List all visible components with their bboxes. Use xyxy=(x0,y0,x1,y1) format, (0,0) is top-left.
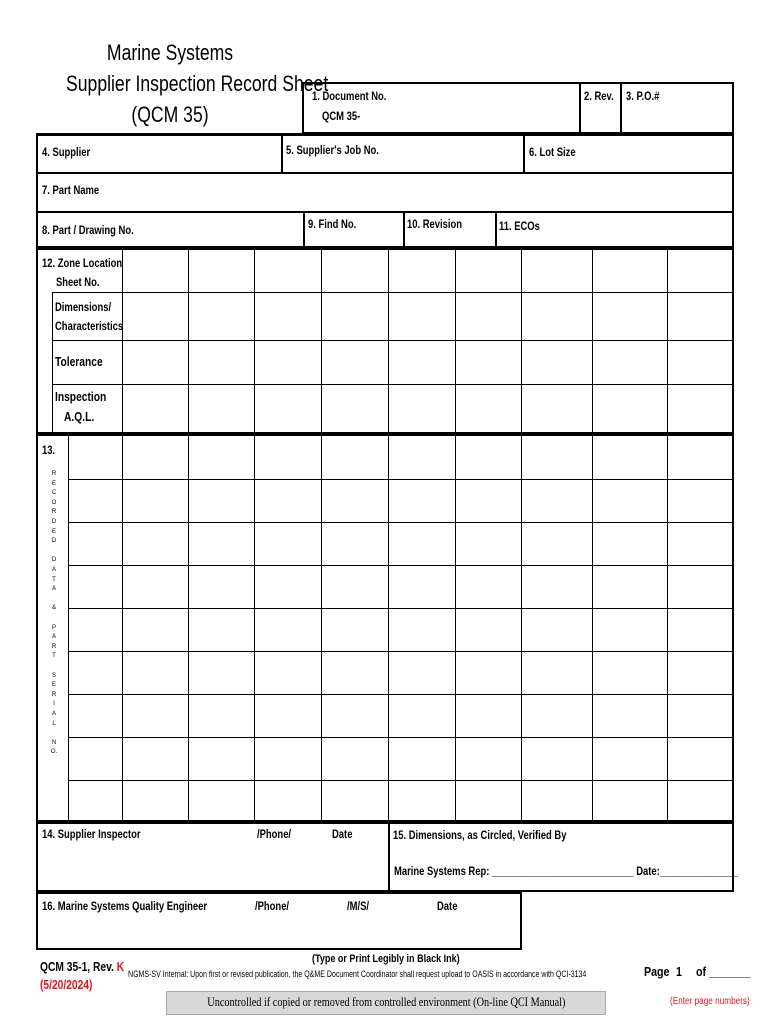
zone-column-line xyxy=(254,248,255,434)
date-label-2: Date xyxy=(437,901,458,913)
record-column-line xyxy=(455,434,456,822)
divider xyxy=(620,82,622,134)
verified-by-label: 15. Dimensions, as Circled, Verified By xyxy=(393,830,567,842)
vertical-letter: P xyxy=(51,624,56,631)
rep-line[interactable]: Marine Systems Rep: ___________________________ Date:_______________ xyxy=(394,866,739,878)
form-id-text: QCM 35-1, Rev. xyxy=(40,960,114,974)
date-label: Date xyxy=(332,829,353,841)
uncontrolled-text-inner: Uncontrolled if copied or removed from controlled environment (On-line QCI Manual) xyxy=(206,995,566,1009)
record-column-line xyxy=(122,434,123,822)
zone-column-line xyxy=(455,248,456,434)
vertical-letter: T xyxy=(52,653,56,660)
vertical-letter: D xyxy=(51,557,57,564)
divider xyxy=(36,211,734,213)
record-row-line xyxy=(68,565,734,566)
supplier-job-label: 5. Supplier's Job No. xyxy=(286,145,379,157)
page-label: Page xyxy=(644,964,670,979)
inspector-block xyxy=(36,822,734,892)
vertical-letter: R xyxy=(51,643,57,650)
zone-column-line xyxy=(388,248,389,434)
form-date: (5/20/2024) xyxy=(40,978,93,992)
recorded-label: 13. xyxy=(42,445,56,457)
title-line-2: Supplier Inspection Record Sheet xyxy=(66,71,329,96)
vertical-letter: A xyxy=(51,711,56,717)
zone-label-1: 12. Zone Location xyxy=(42,258,123,270)
supplier-inspector-label: 14. Supplier Inspector xyxy=(42,829,141,841)
divider xyxy=(303,211,305,248)
form-title xyxy=(40,40,329,130)
internal-note: NGMS-SV Internal: Upon first or revised publication, the Q&ME Document Coordinator shall request upload to OASIS in accordance with QCI-3134 xyxy=(128,969,587,980)
form-id xyxy=(40,960,124,974)
record-column-line xyxy=(68,434,69,822)
title-line-1: Marine Systems xyxy=(106,40,234,65)
vertical-letter: E xyxy=(51,480,56,487)
legibility-note: (Type or Print Legibly in Black Ink) xyxy=(312,953,460,965)
vertical-letter: D xyxy=(51,519,57,525)
divider xyxy=(523,134,525,172)
rev-label: 2. Rev. xyxy=(584,91,614,103)
of-label[interactable]: of _______ xyxy=(696,964,751,979)
vertical-letter: D xyxy=(51,538,57,545)
record-column-line xyxy=(667,434,668,822)
ms-label: /M/S/ xyxy=(347,901,370,913)
vertical-letter: A xyxy=(51,567,56,573)
supplier-block xyxy=(36,134,734,248)
doc-no-value[interactable]: QCM 35- xyxy=(322,111,361,123)
record-column-line xyxy=(521,434,522,822)
record-column-line xyxy=(592,434,593,822)
divider xyxy=(388,822,390,892)
zone-column-line xyxy=(667,248,668,434)
divider xyxy=(403,211,405,248)
divider xyxy=(281,134,283,172)
vertical-letter: R xyxy=(51,691,57,698)
vertical-letter: E xyxy=(51,682,56,689)
inspection-label-2: A.Q.L. xyxy=(64,410,95,424)
divider xyxy=(36,172,734,174)
enter-page-note: (Enter page numbers) xyxy=(670,996,750,1007)
zone-label-2: Sheet No. xyxy=(56,277,100,289)
vertical-letter: L xyxy=(52,720,56,727)
vertical-letter: I xyxy=(53,701,55,708)
vertical-letter: E xyxy=(51,528,56,535)
record-column-line xyxy=(188,434,189,822)
phone-label: /Phone/ xyxy=(257,829,292,841)
vertical-letter: A xyxy=(51,634,56,641)
double-rule xyxy=(36,247,734,250)
double-rule xyxy=(36,133,734,136)
zone-column-line xyxy=(521,248,522,434)
vertical-letter: O xyxy=(51,499,57,506)
find-no-label: 9. Find No. xyxy=(308,219,357,231)
record-row-line xyxy=(68,522,734,523)
vertical-letter: A xyxy=(51,586,56,593)
dimensions-label-2: Characteristics xyxy=(55,321,124,333)
zone-column-line xyxy=(188,248,189,434)
zone-column-line xyxy=(122,248,123,434)
record-row-line xyxy=(68,780,734,781)
record-row-line xyxy=(68,737,734,738)
vertical-letter: S xyxy=(51,672,56,679)
record-column-line xyxy=(254,434,255,822)
vertical-letter: R xyxy=(51,509,57,516)
dimensions-label-1: Dimensions/ xyxy=(55,302,112,314)
revision-label: 10. Revision xyxy=(407,219,463,231)
record-column-line xyxy=(321,434,322,822)
zone-label-column-line xyxy=(52,292,53,434)
double-rule xyxy=(36,433,734,436)
zone-row-line xyxy=(52,384,734,385)
zone-column-line xyxy=(321,248,322,434)
part-name-label: 7. Part Name xyxy=(42,185,100,197)
record-row-line xyxy=(68,651,734,652)
tolerance-label: Tolerance xyxy=(55,355,103,369)
doc-no-label: 1. Document No. xyxy=(312,91,387,103)
zone-row-line xyxy=(52,292,734,293)
rev-letter: K xyxy=(116,960,125,974)
record-row-line xyxy=(68,608,734,609)
recorded-data-block xyxy=(36,434,734,822)
vertical-letter: N xyxy=(51,739,57,746)
ecos-label: 11. ECOs xyxy=(499,221,540,233)
vertical-letter: T xyxy=(52,576,56,583)
inspection-label-1: Inspection xyxy=(55,390,107,404)
zone-block xyxy=(36,248,734,434)
vertical-letter: C xyxy=(51,490,57,497)
record-column-line xyxy=(388,434,389,822)
quality-engineer-label: 16. Marine Systems Quality Engineer xyxy=(42,901,208,913)
title-line-3: (QCM 35) xyxy=(131,102,209,127)
vertical-letter: O. xyxy=(50,749,58,756)
supplier-label: 4. Supplier xyxy=(42,147,91,159)
page-number[interactable]: 1 xyxy=(676,964,682,979)
uncontrolled-text xyxy=(166,995,606,1010)
phone-label-2: /Phone/ xyxy=(255,901,290,913)
zone-column-line xyxy=(592,248,593,434)
header-box xyxy=(302,82,734,134)
vertical-letter: R xyxy=(51,471,57,477)
vertical-letter: & xyxy=(51,605,56,612)
record-row-line xyxy=(68,694,734,695)
record-row-line xyxy=(68,479,734,480)
po-label: 3. P.O.# xyxy=(626,91,660,103)
lot-size-label: 6. Lot Size xyxy=(529,147,576,159)
divider xyxy=(495,211,497,248)
zone-row-line xyxy=(52,340,734,341)
drawing-no-label: 8. Part / Drawing No. xyxy=(42,225,134,237)
divider xyxy=(579,82,581,134)
